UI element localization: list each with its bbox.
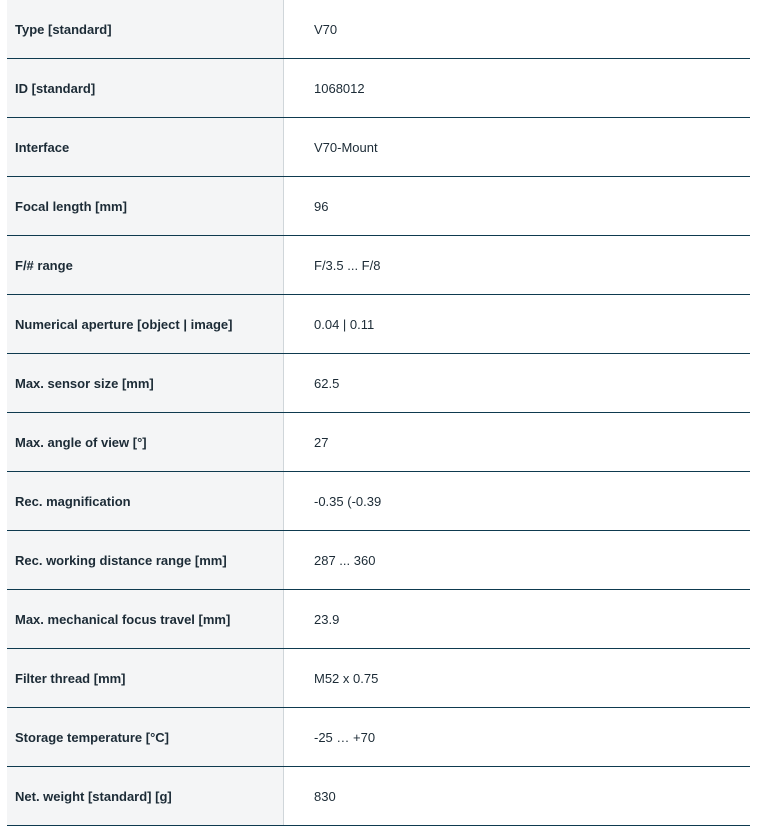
table-row — [7, 531, 750, 590]
table-row — [7, 413, 750, 472]
spec-value: V70-Mount — [284, 118, 751, 177]
spec-label: Storage temperature [°C] — [7, 708, 284, 767]
table-row — [7, 0, 750, 59]
spec-label: Focal length [mm] — [7, 177, 284, 236]
spec-label: Max. sensor size [mm] — [7, 354, 284, 413]
spec-label: Rec. magnification — [7, 472, 284, 531]
spec-label: ID [standard] — [7, 59, 284, 118]
table-row — [7, 59, 750, 118]
spec-value: 96 — [284, 177, 751, 236]
spec-value: -0.35 (-0.39 — [284, 472, 751, 531]
table-row — [7, 708, 750, 767]
spec-label: Max. mechanical focus travel [mm] — [7, 590, 284, 649]
spec-table — [7, 0, 750, 826]
spec-value: 287 ... 360 — [284, 531, 751, 590]
spec-value: 62.5 — [284, 354, 751, 413]
table-row — [7, 354, 750, 413]
spec-label: Net. weight [standard] [g] — [7, 767, 284, 826]
table-row — [7, 236, 750, 295]
spec-value: -25 … +70 — [284, 708, 751, 767]
table-row — [7, 767, 750, 826]
spec-value: 830 — [284, 767, 751, 826]
spec-label: Numerical aperture [object | image] — [7, 295, 284, 354]
spec-label: Rec. working distance range [mm] — [7, 531, 284, 590]
table-row — [7, 177, 750, 236]
table-row — [7, 472, 750, 531]
spec-value: M52 x 0.75 — [284, 649, 751, 708]
spec-value: 1068012 — [284, 59, 751, 118]
table-row — [7, 649, 750, 708]
table-row — [7, 590, 750, 649]
spec-value: 23.9 — [284, 590, 751, 649]
spec-label: Max. angle of view [°] — [7, 413, 284, 472]
table-row — [7, 118, 750, 177]
table-row — [7, 295, 750, 354]
spec-value: V70 — [284, 0, 751, 59]
spec-value: 27 — [284, 413, 751, 472]
spec-value: F/3.5 ... F/8 — [284, 236, 751, 295]
spec-label: Type [standard] — [7, 0, 284, 59]
spec-label: Interface — [7, 118, 284, 177]
spec-label: Filter thread [mm] — [7, 649, 284, 708]
spec-label: F/# range — [7, 236, 284, 295]
spec-value: 0.04 | 0.11 — [284, 295, 751, 354]
